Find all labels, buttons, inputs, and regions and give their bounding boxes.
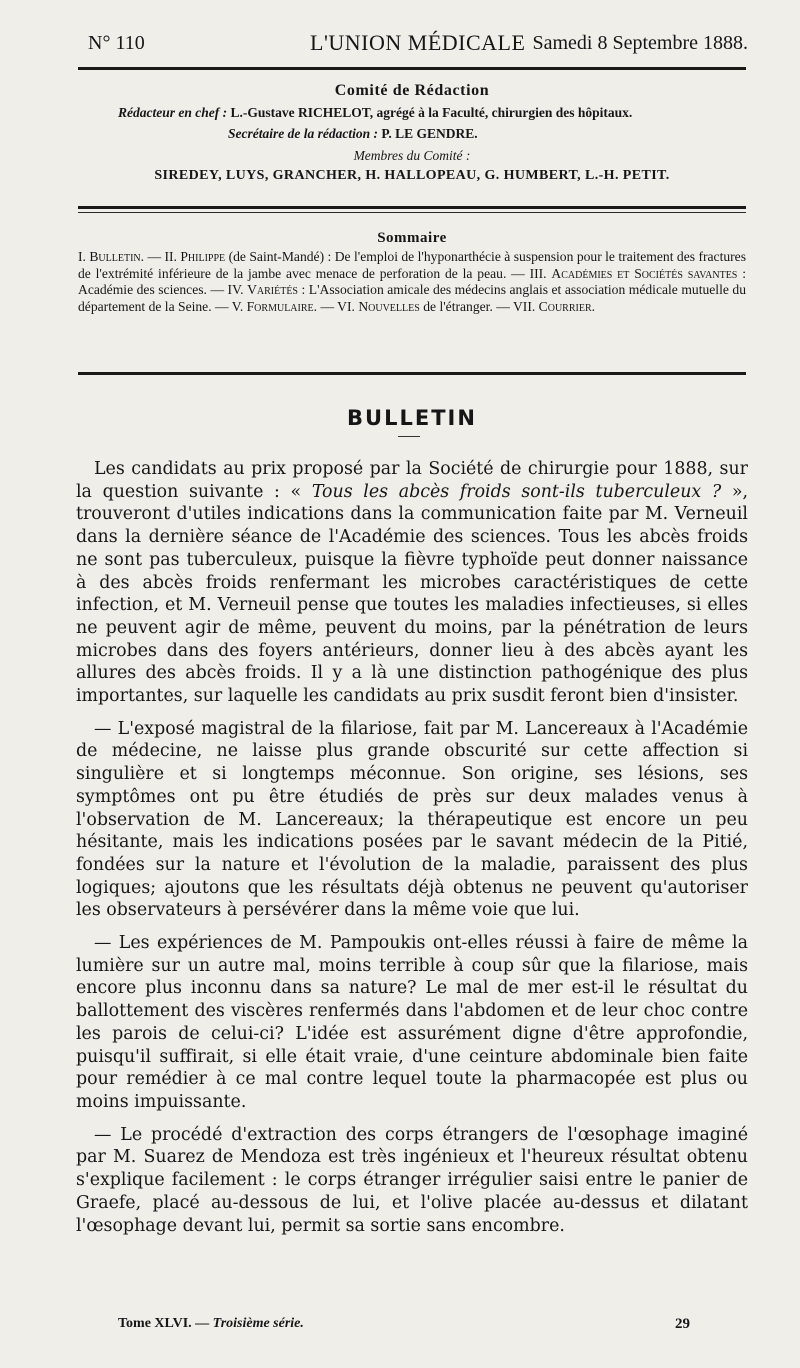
sommaire-text: [78, 249, 746, 315]
members-label: Membres du Comité :: [353, 148, 471, 163]
sommaire-title: Sommaire: [377, 230, 447, 246]
editorial-committee: [78, 82, 746, 184]
toc-varietes: Variétés: [247, 282, 298, 298]
footer-volume: Tome XLVI.: [118, 1316, 192, 1331]
paragraph-abces-froids: [76, 458, 748, 708]
toc-bulletin: Bulletin.: [89, 249, 145, 264]
toc-courrier-text: .: [591, 298, 596, 314]
page-number: 29: [675, 1316, 690, 1332]
p1-text-a: Les candidats au prix proposé par la Société de chirurgie pour 1888, sur la question suivante : «: [76, 459, 748, 502]
secretary-line: [78, 126, 746, 142]
paragraph-mal-de-mer: — Les expériences de M. Pampoukis ont-elles réussi à faire de même la lumière sur un autre mal, moins terrible à coup sûr que la filariose, mais encore plus inconnu dans sa nature? Le mal de mer est-il le résultat du ballottement des viscères renfermés dans l'abdomen et de leur choc contre les parois de celui-ci? L'idée est assurément digne d'être approfondie, puisqu'il suffirait, si elle était vraie, d'une ceinture abdominale bien faite pour remédier à ce mal contre lequel toute la pharmacopée est plus ou moins impuissante.: [76, 933, 748, 1112]
toc-formulaire: Formulaire: [246, 298, 314, 314]
toc-academies-text: : Académie des sciences. — IV.: [78, 265, 746, 298]
secretary-label: Secrétaire de la rédaction :: [228, 126, 378, 141]
toc-author: Philippe: [180, 249, 226, 264]
committee-rule-top: [78, 206, 746, 209]
toc-number: I.: [78, 249, 90, 264]
chief-editor-line: [78, 105, 746, 121]
running-head: [88, 32, 748, 64]
toc-varietes-text: : L'Association amicale des médecins anglais et association médicale mutuelle du département de la Seine. — V.: [78, 282, 747, 314]
secretary-text: P. LE GENDRE.: [381, 126, 478, 141]
bulletin-body: [76, 458, 748, 1247]
p1-question: Tous les abcès froids sont-ils tuberculeux ?: [311, 481, 722, 502]
p1-text-b: », trouveront d'utiles indications dans la communication faite par M. Verneuil dans la dernière séance de l'Académie des sciences. Tous les abcès froids ne sont pas tuberculeux, puisque la fièvre typhoïde peut donner naissance à des abcès froids renfermant les microbes caractéristiques de cette infection, et M. Verneuil pense que toutes les maladies infectieuses, si elles ne peuvent agir de même, peuvent du moins, par la pénétration de leurs microbes dans des foyers antérieurs, donner lieu à des abcès ayant les allures des abcès froids. Il y a là une distinction pathogénique des plus importantes, sur laquelle les candidats au prix susdit feront bien d'insister.: [76, 481, 749, 707]
issue-date: Samedi 8 Septembre 1888.: [532, 32, 748, 54]
toc-nouvelles-text: de l'étranger. — VII.: [419, 298, 539, 314]
committee-title: Comité de Rédaction: [334, 82, 490, 99]
bulletin-underline: [398, 436, 420, 437]
bulletin-title: BULLETIN: [347, 406, 477, 430]
committee-rule-bottom: [78, 212, 746, 213]
sommaire-rule: [78, 372, 746, 375]
header-rule: [78, 67, 746, 70]
footer-volume-line: Tome XLVI. — Troisième série.: [118, 1316, 304, 1331]
toc-sep: — II.: [144, 249, 181, 264]
table-of-contents: [78, 230, 746, 315]
toc-article: (de Saint-Mandé) : De l'emploi de l'hyponarthécie à suspension pour le traitement des fractures de l'extrémité inférieure de la jambe avec menace de perforation de la peau. — III.: [78, 249, 746, 281]
toc-academies: Académies et Sociétés savantes: [551, 265, 738, 281]
paragraph-filariose: — L'exposé magistral de la filariose, fait par M. Lancereaux à l'Académie de médecine, ne laisse plus grande obscurité sur cette affection si singulière et si longtemps méconnue. Son origine, ses lésions, ses symptômes ont pu être étudiés de près sur deux malades venus à l'observation de M. Lancereaux; la thérapeutique est encore un peu hésitante, mais les indications posées par le savant médecin de la Pitié, fondées sur la nature et l'évolution de la maladie, paraissent des plus logiques; ajoutons que les résultats déjà obtenus ne peuvent qu'autoriser les observateurs à persévérer dans la même voie que lui.: [76, 718, 748, 921]
footer-series: Troisième série.: [212, 1316, 304, 1331]
chief-editor-label: Rédacteur en chef :: [118, 105, 228, 120]
journal-title: L'UNION MÉDICALE: [310, 30, 526, 55]
toc-courrier: Courrier: [538, 298, 592, 314]
paragraph-oesophage: — Le procédé d'extraction des corps étrangers de l'œsophage imaginé par M. Suarez de Mendoza est très ingénieux et l'heureux résultat obtenu s'explique facilement : le corps étranger irrégulier saisi entre le panier de Graefe, placé au-dessous de lui, et l'olive placée au-dessus et dilatant l'œsophage devant lui, permit sa sortie sans encombre.: [76, 1124, 748, 1236]
chief-editor-text: L.-Gustave RICHELOT, agrégé à la Faculté, chirurgien des hôpitaux.: [230, 105, 633, 120]
toc-formulaire-text: . — VI.: [313, 298, 359, 314]
members-list: SIREDEY, LUYS, GRANCHER, H. HALLOPEAU, G. HUMBERT, L.-H. PETIT.: [154, 168, 670, 183]
issue-number: N° 110: [88, 32, 145, 54]
toc-nouvelles: Nouvelles: [358, 298, 420, 314]
